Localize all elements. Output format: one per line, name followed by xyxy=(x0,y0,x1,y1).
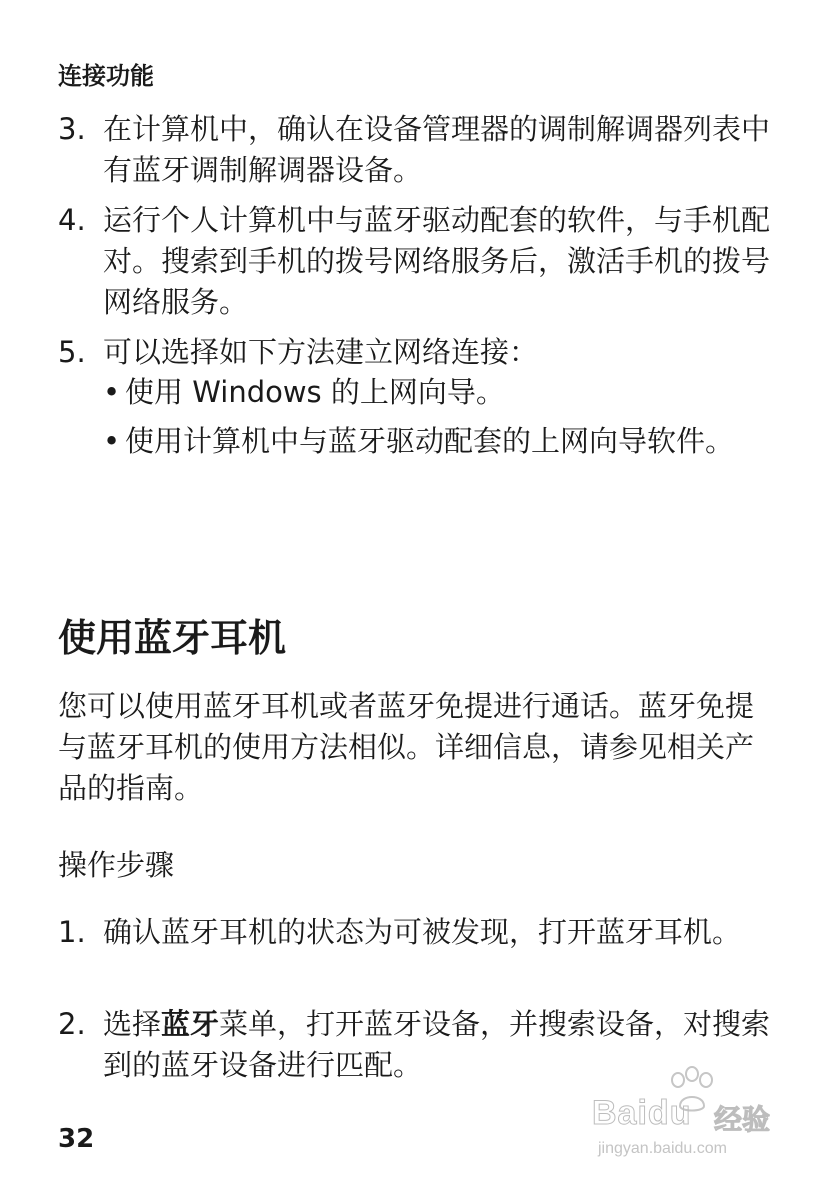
bullet-icon: • xyxy=(103,424,121,458)
step-number: 5. xyxy=(58,335,86,369)
step-text-after: 菜单，打开蓝牙设备，并搜索设备，对搜索到的蓝牙设备进行匹配。 xyxy=(103,1007,771,1082)
bluetooth-menu-label: 蓝牙 xyxy=(161,1007,220,1041)
bullet-text: 使用计算机中与蓝牙驱动配套的上网向导软件。 xyxy=(125,424,735,458)
watermark-brand: Baidu xyxy=(592,1094,692,1132)
procedure-label: 操作步骤 xyxy=(58,848,175,882)
step-text: 运行个人计算机中与蓝牙驱动配套的软件，与手机配对。搜索到手机的拨号网络服务后，激活手机的拨号网络服务。 xyxy=(103,203,771,319)
section-title: 使用蓝牙耳机 xyxy=(58,616,287,660)
step-text: 确认蓝牙耳机的状态为可被发现，打开蓝牙耳机。 xyxy=(103,915,742,949)
watermark-url: jingyan.baidu.com xyxy=(598,1140,727,1157)
step-text-before: 选择 xyxy=(103,1007,162,1041)
section-label: 连接功能 xyxy=(58,62,154,90)
step-number: 1. xyxy=(58,915,86,949)
step-number: 4. xyxy=(58,203,86,237)
step-text: 可以选择如下方法建立网络连接： xyxy=(103,335,539,369)
step-number: 2. xyxy=(58,1007,86,1041)
bullet-icon: • xyxy=(103,375,121,409)
step-text: 在计算机中，确认在设备管理器的调制解调器列表中有蓝牙调制解调器设备。 xyxy=(103,112,771,187)
bullet-text: 使用 Windows 的上网向导。 xyxy=(125,375,505,409)
page-number: 32 xyxy=(58,1124,95,1154)
step-number: 3. xyxy=(58,112,86,146)
watermark-brand-cn: 经验 xyxy=(714,1103,771,1136)
baidu-watermark xyxy=(592,1066,792,1166)
intro-paragraph: 您可以使用蓝牙耳机或者蓝牙免提进行通话。蓝牙免提与蓝牙耳机的使用方法相似。详细信息，请参见相关产品的指南。 xyxy=(58,689,755,805)
